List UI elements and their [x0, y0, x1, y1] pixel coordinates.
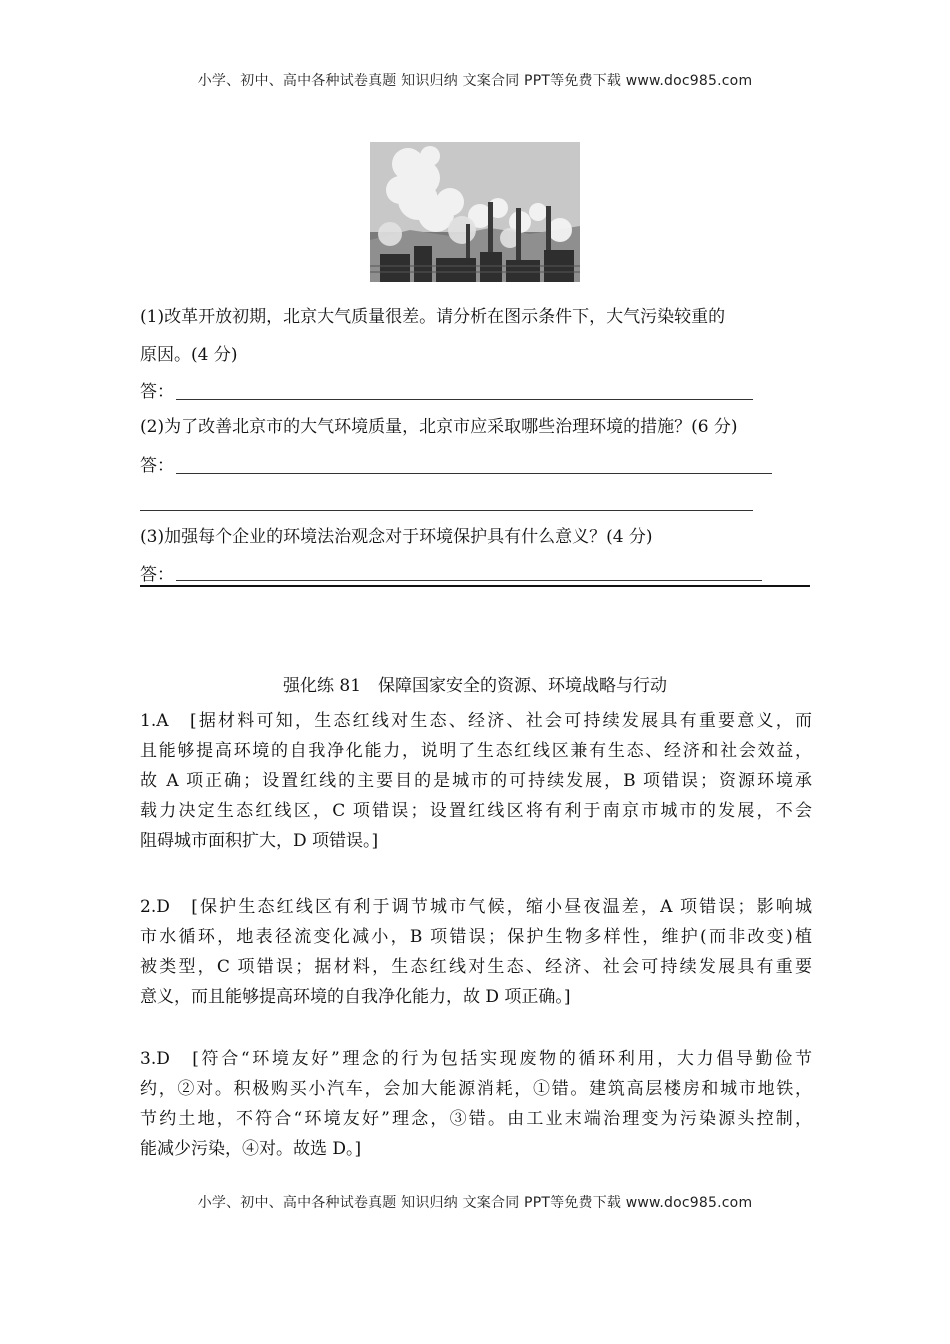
- paragraph-line: 2.D [保护生态红线区有利于调节城市气候，缩小昼夜温差，A 项错误；影响城: [140, 897, 812, 917]
- paragraph-line: 且能够提高环境的自我净化能力，说明了生态红线区兼有生态、经济和社会效益，: [140, 741, 812, 761]
- answer-1-label: 答：: [140, 382, 174, 402]
- answer-3-label: 答：: [140, 565, 174, 585]
- answer-paragraph-1: [140, 706, 812, 856]
- answer-2-label: 答：: [140, 456, 174, 476]
- paragraph-line: 节约土地，不符合“环境友好”理念，③错。由工业末端治理变为污染源头控制，: [140, 1109, 812, 1129]
- factory-smoke-photo: [370, 142, 580, 282]
- paragraph-line: 载力决定生态红线区，C 项错误；设置红线区将有利于南京市城市的发展，不会: [140, 801, 812, 821]
- paragraph-line: 能减少污染，④对。故选 D。]: [140, 1139, 362, 1159]
- page-footer: 小学、初中、高中各种试卷真题 知识归纳 文案合同 PPT等免费下载 www.doc985.com: [197, 1195, 753, 1211]
- paragraph-line: 阻碍城市面积扩大，D 项错误。]: [140, 831, 379, 851]
- paragraph-line: 意义，而且能够提高环境的自我净化能力，故 D 项正确。]: [140, 987, 571, 1007]
- answer-2-blank-line-2[interactable]: [140, 510, 753, 511]
- section-title: 强化练 81 保障国家安全的资源、环境战略与行动: [282, 676, 668, 696]
- paragraph-line: 市水循环，地表径流变化减小，B 项错误；保护生物多样性，维护(而非改变)植: [140, 927, 812, 947]
- paragraph-line: 故 A 项正确；设置红线的主要目的是城市的可持续发展，B 项错误；资源环境承: [140, 771, 812, 791]
- paragraph-line: 3.D [符合“环境友好”理念的行为包括实现废物的循环利用，大力倡导勤俭节: [140, 1049, 812, 1069]
- question-3: (3)加强每个企业的环境法治观念对于环境保护具有什么意义？(4 分): [140, 527, 653, 547]
- paragraph-line: 被类型，C 项错误；据材料，生态红线对生态、经济、社会可持续发展具有重要: [140, 957, 812, 977]
- answer-3-blank[interactable]: [176, 580, 762, 581]
- answer-2-blank[interactable]: [176, 473, 772, 474]
- question-1-line-2: 原因。(4 分): [140, 345, 238, 365]
- question-1-line-1: (1)改革开放初期，北京大气质量很差。请分析在图示条件下，大气污染较重的: [140, 307, 726, 327]
- answer-paragraph-3: [140, 1044, 812, 1164]
- section-divider: [140, 585, 810, 587]
- page-header: 小学、初中、高中各种试卷真题 知识归纳 文案合同 PPT等免费下载 www.doc985.com: [197, 73, 753, 89]
- question-2: (2)为了改善北京市的大气环境质量，北京市应采取哪些治理环境的措施？(6 分): [140, 417, 738, 437]
- paragraph-line: 1.A [据材料可知，生态红线对生态、经济、社会可持续发展具有重要意义，而: [140, 711, 812, 731]
- paragraph-line: 约，②对。积极购买小汽车，会加大能源消耗，①错。建筑高层楼房和城市地铁，: [140, 1079, 812, 1099]
- answer-paragraph-2: [140, 892, 812, 1012]
- answer-1-blank[interactable]: [176, 399, 753, 400]
